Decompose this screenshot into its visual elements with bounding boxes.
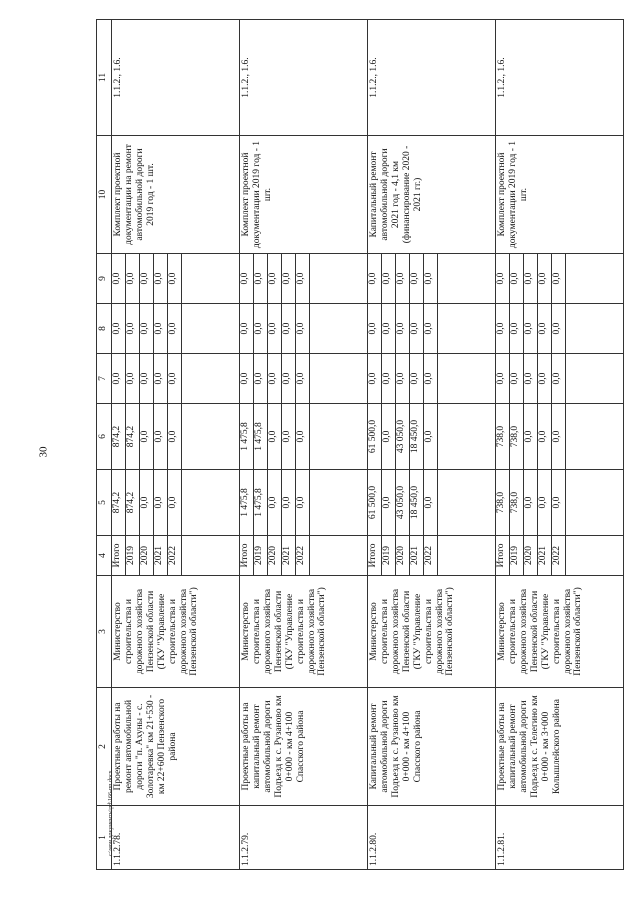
funding-value: 0,0 bbox=[552, 354, 566, 403]
year-label: 2021 bbox=[538, 536, 552, 575]
year-label: 2022 bbox=[296, 536, 310, 575]
years-cell bbox=[240, 536, 368, 576]
funding-c9 bbox=[240, 254, 368, 304]
funding-value: 0,0 bbox=[168, 470, 182, 535]
funding-value: 0,0 bbox=[396, 304, 410, 353]
col-header: 10 bbox=[97, 136, 112, 254]
funding-value: 0,0 bbox=[154, 470, 168, 535]
table-row bbox=[496, 20, 624, 870]
funding-value: 0,0 bbox=[524, 354, 538, 403]
col-header: 6 bbox=[97, 404, 112, 470]
funding-value: 0,0 bbox=[496, 254, 510, 303]
funding-value: 0,0 bbox=[254, 254, 268, 303]
funding-value: 738,0 bbox=[510, 470, 524, 535]
funding-value: 18 450,0 bbox=[410, 404, 424, 469]
funding-value: 0,0 bbox=[296, 254, 310, 303]
funding-value: 0,0 bbox=[552, 404, 566, 469]
year-label: 2021 bbox=[282, 536, 296, 575]
table-body bbox=[112, 20, 624, 870]
year-label: 2020 bbox=[396, 536, 410, 575]
funding-value: 0,0 bbox=[268, 304, 282, 353]
funding-value: 0,0 bbox=[282, 304, 296, 353]
funding-value: 874,2 bbox=[126, 404, 140, 469]
funding-value: 0,0 bbox=[296, 354, 310, 403]
funding-value: 61 500,0 bbox=[368, 470, 382, 535]
year-label: 2021 bbox=[154, 536, 168, 575]
funding-value: 738,0 bbox=[496, 470, 510, 535]
funding-c5 bbox=[496, 470, 624, 536]
year-label: 2020 bbox=[268, 536, 282, 575]
year-label: 2019 bbox=[126, 536, 140, 575]
year-label: Итого bbox=[496, 536, 510, 575]
program-table bbox=[96, 19, 624, 870]
funding-value: 0,0 bbox=[424, 254, 438, 303]
funding-value: 0,0 bbox=[140, 354, 154, 403]
funding-value: 738,0 bbox=[496, 404, 510, 469]
funding-value: 0,0 bbox=[140, 470, 154, 535]
year-label: 2022 bbox=[552, 536, 566, 575]
funding-value: 1 475,8 bbox=[240, 470, 254, 535]
funding-value: 0,0 bbox=[552, 470, 566, 535]
funding-value: 0,0 bbox=[368, 304, 382, 353]
funding-value: 1 475,8 bbox=[240, 404, 254, 469]
funding-value: 0,0 bbox=[154, 354, 168, 403]
col-header: 5 bbox=[97, 470, 112, 536]
funding-value: 0,0 bbox=[410, 354, 424, 403]
funding-c6 bbox=[240, 404, 368, 470]
funding-value: 0,0 bbox=[112, 304, 126, 353]
funding-c9 bbox=[496, 254, 624, 304]
indicator-link: 1.1.2., 1.6. bbox=[496, 20, 624, 136]
funding-c7 bbox=[112, 354, 240, 404]
funding-value: 0,0 bbox=[424, 470, 438, 535]
col-header: 4 bbox=[97, 536, 112, 576]
funding-value: 0,0 bbox=[410, 304, 424, 353]
funding-value: 0,0 bbox=[296, 404, 310, 469]
year-label: Итого bbox=[240, 536, 254, 575]
funding-value: 0,0 bbox=[510, 304, 524, 353]
expected-result: Комплект проектной документации 2019 год - 1 шт. bbox=[240, 136, 368, 254]
col-header: 1 bbox=[97, 806, 112, 870]
funding-value: 0,0 bbox=[296, 470, 310, 535]
funding-value: 0,0 bbox=[282, 470, 296, 535]
funding-value: 0,0 bbox=[154, 404, 168, 469]
funding-value: 0,0 bbox=[240, 304, 254, 353]
table-row bbox=[240, 20, 368, 870]
expected-result: Комплект проектной документации 2019 год - 1 шт. bbox=[496, 136, 624, 254]
year-label: 2022 bbox=[424, 536, 438, 575]
funding-value: 0,0 bbox=[382, 404, 396, 469]
funding-value: 0,0 bbox=[140, 404, 154, 469]
expected-result: Капитальный ремонт автомобильной дороги 2021 год - 4,1 км (финансирование 2020 - 2021 гг.) bbox=[368, 136, 496, 254]
funding-value: 0,0 bbox=[410, 254, 424, 303]
row-number: 1.1.2.78. bbox=[112, 806, 240, 870]
rotated-table-container bbox=[96, 20, 616, 870]
page-number: 30 bbox=[37, 446, 50, 458]
funding-c9 bbox=[112, 254, 240, 304]
funding-value: 0,0 bbox=[524, 404, 538, 469]
funding-value: 0,0 bbox=[510, 254, 524, 303]
footer-file-path: c:\мои документы\pd\166-пп.docx bbox=[108, 770, 114, 856]
funding-c8 bbox=[112, 304, 240, 354]
executor: Министерство строительства и дорожного хозяйства Пензенской области (ГКУ "Управление строительства и дорожного хозяйства Пензенской области") bbox=[368, 576, 496, 688]
funding-c9 bbox=[368, 254, 496, 304]
funding-c7 bbox=[496, 354, 624, 404]
funding-value: 0,0 bbox=[140, 304, 154, 353]
funding-value: 0,0 bbox=[154, 254, 168, 303]
funding-value: 0,0 bbox=[240, 254, 254, 303]
funding-value: 0,0 bbox=[240, 354, 254, 403]
funding-c5 bbox=[368, 470, 496, 536]
funding-value: 0,0 bbox=[168, 404, 182, 469]
years-cell bbox=[368, 536, 496, 576]
years-cell bbox=[112, 536, 240, 576]
funding-value: 0,0 bbox=[524, 470, 538, 535]
funding-value: 0,0 bbox=[424, 304, 438, 353]
indicator-link: 1.1.2., 1.6. bbox=[112, 20, 240, 136]
funding-value: 0,0 bbox=[254, 304, 268, 353]
funding-c6 bbox=[496, 404, 624, 470]
col-header: 2 bbox=[97, 688, 112, 806]
row-number: 1.1.2.80. bbox=[368, 806, 496, 870]
year-label: 2019 bbox=[510, 536, 524, 575]
funding-value: 0,0 bbox=[368, 354, 382, 403]
funding-value: 0,0 bbox=[538, 404, 552, 469]
funding-value: 43 050,0 bbox=[396, 470, 410, 535]
funding-c6 bbox=[112, 404, 240, 470]
funding-c6 bbox=[368, 404, 496, 470]
funding-value: 0,0 bbox=[368, 254, 382, 303]
funding-c5 bbox=[112, 470, 240, 536]
year-label: 2021 bbox=[410, 536, 424, 575]
funding-value: 0,0 bbox=[552, 304, 566, 353]
funding-value: 0,0 bbox=[268, 470, 282, 535]
header-row bbox=[97, 20, 112, 870]
funding-value: 0,0 bbox=[254, 354, 268, 403]
funding-value: 61 500,0 bbox=[368, 404, 382, 469]
funding-value: 0,0 bbox=[382, 354, 396, 403]
col-header: 8 bbox=[97, 304, 112, 354]
funding-value: 43 050,0 bbox=[396, 404, 410, 469]
funding-value: 0,0 bbox=[396, 254, 410, 303]
funding-value: 0,0 bbox=[538, 304, 552, 353]
funding-value: 0,0 bbox=[268, 404, 282, 469]
indicator-link: 1.1.2., 1.6. bbox=[240, 20, 368, 136]
funding-value: 0,0 bbox=[112, 354, 126, 403]
funding-value: 0,0 bbox=[496, 354, 510, 403]
year-label: Итого bbox=[112, 536, 126, 575]
row-number: 1.1.2.81. bbox=[496, 806, 624, 870]
indicator-link: 1.1.2., 1.6. bbox=[368, 20, 496, 136]
col-header: 11 bbox=[97, 20, 112, 136]
funding-value: 0,0 bbox=[168, 304, 182, 353]
funding-value: 0,0 bbox=[424, 404, 438, 469]
table-row bbox=[112, 20, 240, 870]
funding-c8 bbox=[368, 304, 496, 354]
funding-value: 18 450,0 bbox=[410, 470, 424, 535]
funding-value: 0,0 bbox=[382, 254, 396, 303]
funding-value: 0,0 bbox=[282, 254, 296, 303]
funding-value: 0,0 bbox=[538, 354, 552, 403]
funding-c8 bbox=[496, 304, 624, 354]
year-label: 2022 bbox=[168, 536, 182, 575]
funding-value: 0,0 bbox=[524, 304, 538, 353]
col-header: 7 bbox=[97, 354, 112, 404]
funding-value: 0,0 bbox=[496, 304, 510, 353]
funding-value: 0,0 bbox=[168, 354, 182, 403]
funding-value: 0,0 bbox=[154, 304, 168, 353]
funding-c5 bbox=[240, 470, 368, 536]
col-header: 9 bbox=[97, 254, 112, 304]
year-label: 2020 bbox=[524, 536, 538, 575]
funding-value: 1 475,8 bbox=[254, 470, 268, 535]
year-label: Итого bbox=[368, 536, 382, 575]
project-name: Проектные работы на капитальный ремонт автомобильной дороги Подъезд к с. Рузаново км 0+000 - км 4+100 Спасского района bbox=[240, 688, 368, 806]
year-label: 2019 bbox=[254, 536, 268, 575]
project-name: Капитальный ремонт автомобильной дороги Подъезд к с. Рузаново км 0+000 - км 4+100 Спасского района bbox=[368, 688, 496, 806]
funding-value: 0,0 bbox=[382, 470, 396, 535]
funding-value: 0,0 bbox=[282, 354, 296, 403]
project-name: Проектные работы на ремонт автомобильной дороги "п. Ахуны - с. Золотаревка" км 21+530 - км 22+600 Пензенского района bbox=[112, 688, 240, 806]
funding-c7 bbox=[368, 354, 496, 404]
project-name: Проектные работы на капитальный ремонт автомобильной дороги Подъезд к с. Телегино км 0+000 - км 3+000 Колышлейского района bbox=[496, 688, 624, 806]
funding-value: 0,0 bbox=[552, 254, 566, 303]
funding-c7 bbox=[240, 354, 368, 404]
funding-value: 0,0 bbox=[282, 404, 296, 469]
funding-value: 0,0 bbox=[538, 470, 552, 535]
funding-value: 0,0 bbox=[424, 354, 438, 403]
funding-value: 874,2 bbox=[112, 470, 126, 535]
table-row bbox=[368, 20, 496, 870]
executor: Министерство строительства и дорожного хозяйства Пензенской области (ГКУ "Управление строительства и дорожного хозяйства Пензенской области") bbox=[112, 576, 240, 688]
executor: Министерство строительства и дорожного хозяйства Пензенской области (ГКУ "Управление строительства и дорожного хозяйства Пензенской области") bbox=[496, 576, 624, 688]
years-cell bbox=[496, 536, 624, 576]
funding-value: 1 475,8 bbox=[254, 404, 268, 469]
funding-value: 874,2 bbox=[112, 404, 126, 469]
funding-value: 0,0 bbox=[396, 354, 410, 403]
funding-value: 0,0 bbox=[126, 354, 140, 403]
funding-value: 874,2 bbox=[126, 470, 140, 535]
funding-value: 0,0 bbox=[382, 304, 396, 353]
expected-result: Комплект проектной документации на ремонт автомобильной дороги 2019 год - 1 шт. bbox=[112, 136, 240, 254]
funding-value: 0,0 bbox=[524, 254, 538, 303]
funding-value: 0,0 bbox=[140, 254, 154, 303]
funding-value: 0,0 bbox=[510, 354, 524, 403]
funding-c8 bbox=[240, 304, 368, 354]
funding-value: 0,0 bbox=[268, 354, 282, 403]
funding-value: 0,0 bbox=[126, 304, 140, 353]
funding-value: 0,0 bbox=[126, 254, 140, 303]
funding-value: 0,0 bbox=[268, 254, 282, 303]
funding-value: 0,0 bbox=[538, 254, 552, 303]
row-number: 1.1.2.79. bbox=[240, 806, 368, 870]
funding-value: 0,0 bbox=[168, 254, 182, 303]
year-label: 2019 bbox=[382, 536, 396, 575]
funding-value: 0,0 bbox=[296, 304, 310, 353]
year-label: 2020 bbox=[140, 536, 154, 575]
funding-value: 0,0 bbox=[112, 254, 126, 303]
funding-value: 738,0 bbox=[510, 404, 524, 469]
executor: Министерство строительства и дорожного хозяйства Пензенской области (ГКУ "Управление строительства и дорожного хозяйства Пензенской области") bbox=[240, 576, 368, 688]
col-header: 3 bbox=[97, 576, 112, 688]
